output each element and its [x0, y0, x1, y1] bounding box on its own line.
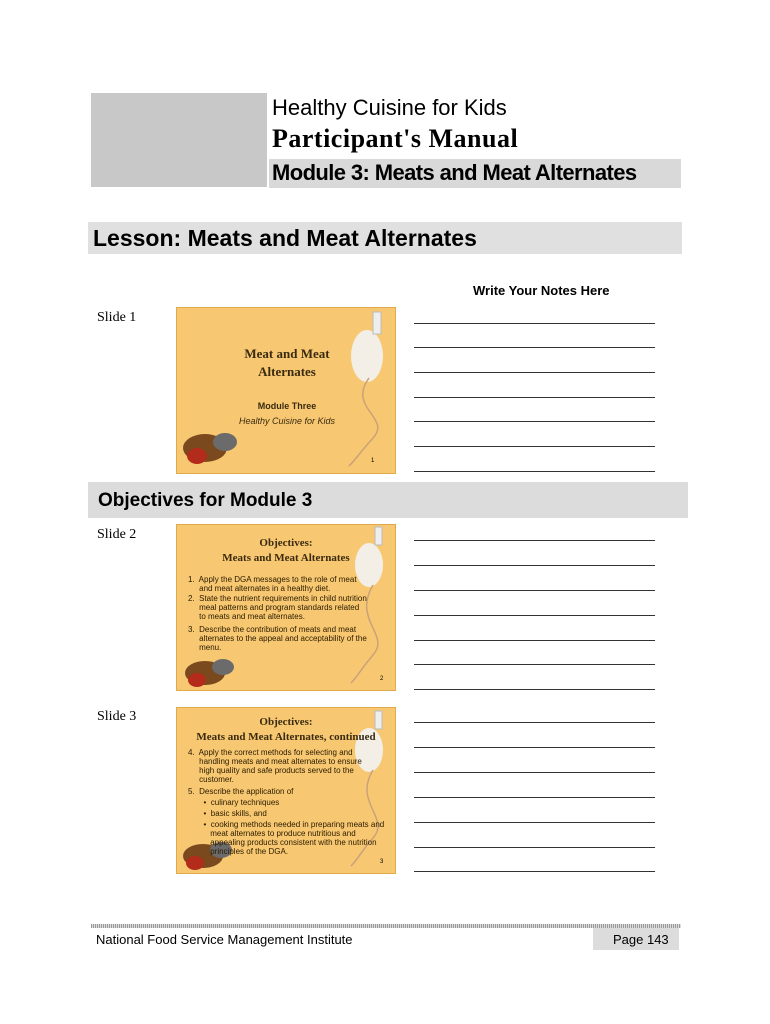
- slide-title: Objectives:: [259, 537, 313, 549]
- slide-objective-item: alternates to the appeal and acceptability of the: [188, 634, 367, 643]
- slide-objective-item: menu.: [188, 643, 222, 652]
- note-line: [414, 664, 655, 665]
- note-line: [414, 347, 655, 348]
- note-line: [414, 640, 655, 641]
- section-title: Objectives for Module 3: [98, 490, 313, 511]
- note-line: [414, 565, 655, 566]
- slide-objective-item: 3. Describe the contribution of meats and meat: [188, 625, 357, 634]
- slide-objective-item: 2. State the nutrient requirements in child nutrition: [188, 594, 367, 603]
- slide-title: Meats and Meat Alternates, continued: [196, 731, 376, 743]
- note-line: [414, 772, 655, 773]
- note-line: [414, 847, 655, 848]
- slide-objective-item: • cooking methods needed in preparing meats and: [188, 820, 385, 829]
- slide-thumbnail: [176, 707, 396, 874]
- note-line: [414, 689, 655, 690]
- slide-objective-item: 5. Describe the application of: [188, 787, 294, 796]
- slide-title: Meats and Meat Alternates: [222, 552, 350, 564]
- slide-objective-item: 1. Apply the DGA messages to the role of meat: [188, 575, 357, 584]
- module-title: Module 3: Meats and Meat Alternates: [272, 160, 637, 185]
- slide-objective-item: meal patterns and program standards related: [188, 603, 360, 612]
- note-line: [414, 421, 655, 422]
- note-line: [414, 722, 655, 723]
- page-number: Page 143: [613, 932, 669, 947]
- notes-heading: Write Your Notes Here: [473, 283, 610, 298]
- slide-label: Slide 3: [97, 709, 137, 724]
- slide-subtitle: Healthy Cuisine for Kids: [238, 416, 336, 426]
- note-line: [414, 397, 655, 398]
- slide-objective-item: handling meats and meat alternates to ensure: [188, 757, 362, 766]
- slide-number: 1: [371, 458, 375, 464]
- note-line: [414, 372, 655, 373]
- slide-subtitle: Module Three: [257, 401, 317, 411]
- note-line: [414, 540, 655, 541]
- slide-objective-item: high quality and safe products served to the: [188, 766, 354, 775]
- slide-objective-item: customer.: [188, 775, 234, 784]
- slide-objective-item: to meats and meat alternates.: [188, 612, 305, 621]
- note-line: [414, 871, 655, 872]
- slide-title: Objectives:: [259, 716, 313, 728]
- note-line: [414, 822, 655, 823]
- note-line: [414, 471, 655, 472]
- slide-label: Slide 2: [97, 527, 137, 542]
- slide-objective-item: and meat alternates in a healthy diet.: [188, 584, 331, 593]
- slide-objective-item: • culinary techniques: [188, 798, 280, 807]
- note-line: [414, 615, 655, 616]
- manual-title: Participant's Manual: [272, 124, 519, 153]
- note-line: [414, 747, 655, 748]
- slide-objective-item: appealing products consistent with the nutrition: [188, 838, 377, 847]
- note-line: [414, 446, 655, 447]
- slide-objective-item: 4. Apply the correct methods for selecting and: [188, 748, 353, 757]
- chef-illustration-icon: [177, 308, 395, 473]
- note-line: [414, 323, 655, 324]
- footer-institute: National Food Service Management Institute: [96, 932, 353, 947]
- slide-thumbnail: [176, 524, 396, 691]
- slide-thumbnail: [176, 307, 396, 474]
- slide-objective-item: meat alternates to produce nutritious and: [188, 829, 356, 838]
- lesson-title: Lesson: Meats and Meat Alternates: [93, 225, 477, 251]
- slide-title: Alternates: [258, 364, 316, 379]
- slide-label: Slide 1: [97, 310, 137, 325]
- header-grey-block: [91, 93, 267, 187]
- slide-objective-item: • basic skills, and: [188, 809, 267, 818]
- note-line: [414, 797, 655, 798]
- slide-number: 2: [380, 676, 384, 682]
- slide-objective-item: principles of the DGA.: [188, 847, 289, 856]
- slide-number: 3: [380, 859, 384, 865]
- manual-series-title: Healthy Cuisine for Kids: [272, 95, 507, 120]
- slide-title: Meat and Meat: [244, 346, 330, 361]
- note-line: [414, 590, 655, 591]
